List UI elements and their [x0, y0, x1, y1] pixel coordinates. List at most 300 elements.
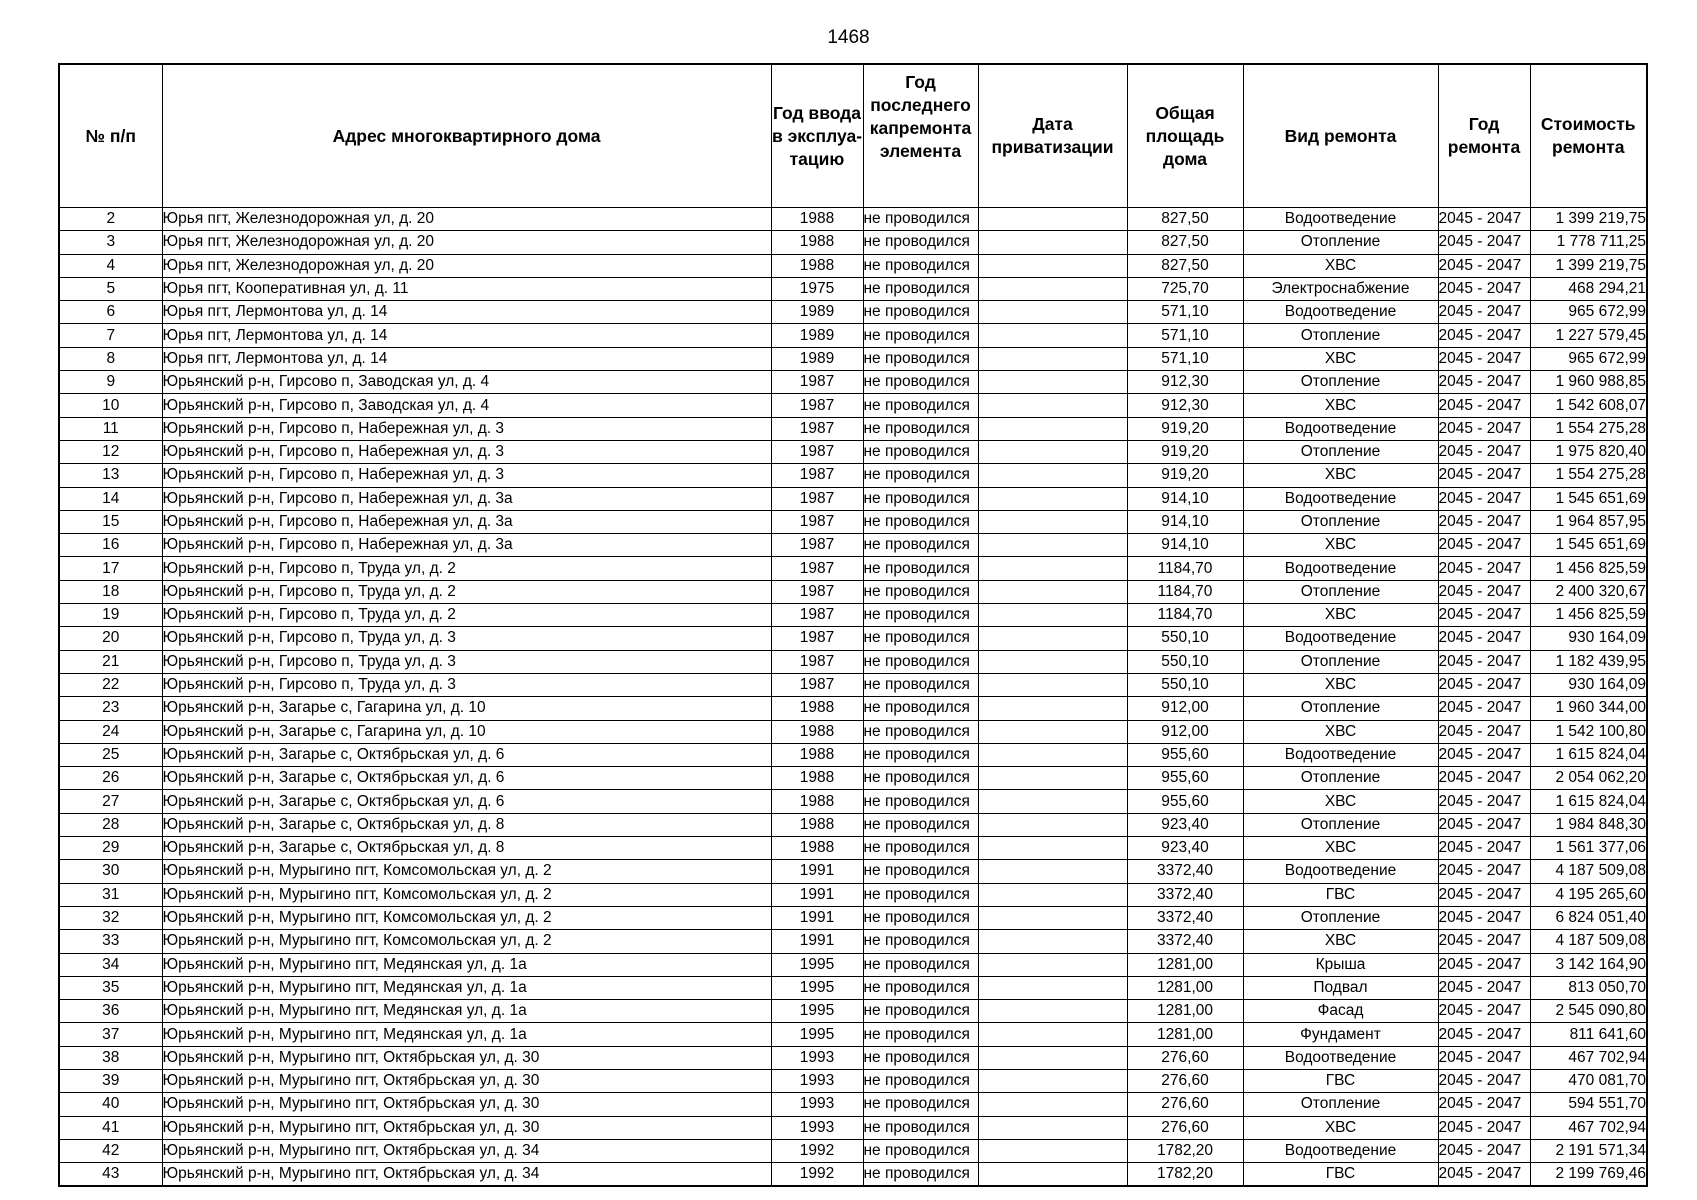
cell-repair-type: ХВС [1243, 1116, 1438, 1139]
cell-last-repair: не проводился [863, 1023, 978, 1046]
cell-num: 36 [59, 1000, 162, 1023]
cell-num: 43 [59, 1163, 162, 1187]
cell-repair-year: 2045 - 2047 [1438, 1163, 1530, 1187]
cell-cost: 467 702,94 [1530, 1116, 1647, 1139]
cell-area: 550,10 [1127, 650, 1243, 673]
cell-repair-type: Отопление [1243, 906, 1438, 929]
table-row [59, 790, 1647, 813]
table-row [59, 324, 1647, 347]
cell-area: 1184,70 [1127, 557, 1243, 580]
cell-num: 22 [59, 673, 162, 696]
cell-last-repair: не проводился [863, 534, 978, 557]
cell-last-repair: не проводился [863, 254, 978, 277]
cell-num: 38 [59, 1046, 162, 1069]
cell-last-repair: не проводился [863, 1069, 978, 1092]
cell-repair-type: Водоотведение [1243, 417, 1438, 440]
cell-address: Юрьянский р-н, Загарье с, Октябрьская ул, д. 6 [162, 767, 771, 790]
cell-year-built: 1987 [771, 627, 863, 650]
cell-year-built: 1991 [771, 906, 863, 929]
cell-num: 4 [59, 254, 162, 277]
cell-last-repair: не проводился [863, 1000, 978, 1023]
cell-area: 955,60 [1127, 743, 1243, 766]
table-row [59, 976, 1647, 999]
cell-area: 571,10 [1127, 347, 1243, 370]
cell-num: 5 [59, 277, 162, 300]
cell-address: Юрья пгт, Лермонтова ул, д. 14 [162, 301, 771, 324]
cell-area: 955,60 [1127, 790, 1243, 813]
cell-address: Юрья пгт, Железнодорожная ул, д. 20 [162, 254, 771, 277]
cell-area: 1281,00 [1127, 1000, 1243, 1023]
table-row [59, 953, 1647, 976]
cell-address: Юрьянский р-н, Гирсово п, Труда ул, д. 2 [162, 557, 771, 580]
cell-repair-type: ХВС [1243, 837, 1438, 860]
cell-repair-year: 2045 - 2047 [1438, 860, 1530, 883]
cell-area: 912,00 [1127, 720, 1243, 743]
cell-repair-year: 2045 - 2047 [1438, 720, 1530, 743]
cell-area: 1281,00 [1127, 953, 1243, 976]
cell-num: 8 [59, 347, 162, 370]
cell-area: 571,10 [1127, 324, 1243, 347]
cell-address: Юрьянский р-н, Гирсово п, Набережная ул, д. 3 [162, 417, 771, 440]
cell-address: Юрьянский р-н, Мурыгино пгт, Комсомольская ул, д. 2 [162, 883, 771, 906]
cell-repair-year: 2045 - 2047 [1438, 673, 1530, 696]
cell-num: 16 [59, 534, 162, 557]
cell-repair-type: Отопление [1243, 231, 1438, 254]
table-row [59, 557, 1647, 580]
cell-num: 17 [59, 557, 162, 580]
cell-last-repair: не проводился [863, 510, 978, 533]
cell-privatization [978, 371, 1127, 394]
cell-privatization [978, 1116, 1127, 1139]
table-row [59, 440, 1647, 463]
cell-privatization [978, 1000, 1127, 1023]
cell-cost: 1 778 711,25 [1530, 231, 1647, 254]
cell-num: 35 [59, 976, 162, 999]
cell-cost: 594 551,70 [1530, 1093, 1647, 1116]
cell-repair-type: Отопление [1243, 767, 1438, 790]
cell-area: 725,70 [1127, 277, 1243, 300]
table-row [59, 813, 1647, 836]
cell-year-built: 1987 [771, 557, 863, 580]
cell-privatization [978, 976, 1127, 999]
cell-cost: 1 399 219,75 [1530, 208, 1647, 231]
cell-privatization [978, 673, 1127, 696]
cell-repair-year: 2045 - 2047 [1438, 417, 1530, 440]
table-row [59, 860, 1647, 883]
table-row [59, 650, 1647, 673]
cell-num: 31 [59, 883, 162, 906]
table-row [59, 1163, 1647, 1187]
cell-num: 34 [59, 953, 162, 976]
cell-year-built: 1989 [771, 347, 863, 370]
cell-repair-type: Водоотведение [1243, 1046, 1438, 1069]
table-row [59, 371, 1647, 394]
cell-area: 923,40 [1127, 837, 1243, 860]
cell-privatization [978, 301, 1127, 324]
cell-cost: 2 400 320,67 [1530, 580, 1647, 603]
header-area: Общая площадь дома [1127, 64, 1243, 208]
cell-repair-year: 2045 - 2047 [1438, 487, 1530, 510]
cell-repair-year: 2045 - 2047 [1438, 976, 1530, 999]
cell-privatization [978, 580, 1127, 603]
cell-address: Юрьянский р-н, Загарье с, Октябрьская ул, д. 6 [162, 743, 771, 766]
cell-repair-year: 2045 - 2047 [1438, 1139, 1530, 1162]
cell-repair-type: ХВС [1243, 254, 1438, 277]
table-row [59, 767, 1647, 790]
cell-address: Юрьянский р-н, Гирсово п, Набережная ул, д. 3а [162, 487, 771, 510]
cell-year-built: 1993 [771, 1046, 863, 1069]
table-row [59, 604, 1647, 627]
cell-address: Юрья пгт, Лермонтова ул, д. 14 [162, 324, 771, 347]
cell-address: Юрьянский р-н, Загарье с, Гагарина ул, д. 10 [162, 720, 771, 743]
cell-last-repair: не проводился [863, 790, 978, 813]
table-row [59, 464, 1647, 487]
cell-last-repair: не проводился [863, 906, 978, 929]
cell-address: Юрьянский р-н, Гирсово п, Набережная ул, д. 3а [162, 534, 771, 557]
cell-repair-type: Отопление [1243, 1093, 1438, 1116]
cell-repair-year: 2045 - 2047 [1438, 1116, 1530, 1139]
cell-address: Юрьянский р-н, Загарье с, Октябрьская ул, д. 8 [162, 813, 771, 836]
cell-cost: 2 545 090,80 [1530, 1000, 1647, 1023]
cell-repair-year: 2045 - 2047 [1438, 324, 1530, 347]
repair-schedule-table [58, 63, 1648, 1187]
cell-repair-type: ГВС [1243, 1069, 1438, 1092]
cell-last-repair: не проводился [863, 837, 978, 860]
cell-cost: 1 456 825,59 [1530, 604, 1647, 627]
cell-num: 42 [59, 1139, 162, 1162]
cell-area: 827,50 [1127, 231, 1243, 254]
cell-repair-type: ГВС [1243, 1163, 1438, 1187]
table-row [59, 883, 1647, 906]
cell-last-repair: не проводился [863, 208, 978, 231]
cell-address: Юрья пгт, Железнодорожная ул, д. 20 [162, 208, 771, 231]
cell-cost: 4 187 509,08 [1530, 930, 1647, 953]
cell-cost: 1 542 608,07 [1530, 394, 1647, 417]
page-number: 1468 [827, 27, 870, 48]
cell-num: 28 [59, 813, 162, 836]
cell-privatization [978, 417, 1127, 440]
table-row [59, 1023, 1647, 1046]
cell-repair-year: 2045 - 2047 [1438, 371, 1530, 394]
cell-cost: 965 672,99 [1530, 347, 1647, 370]
table-row [59, 743, 1647, 766]
cell-year-built: 1993 [771, 1116, 863, 1139]
cell-privatization [978, 487, 1127, 510]
cell-area: 919,20 [1127, 440, 1243, 463]
cell-privatization [978, 883, 1127, 906]
cell-repair-year: 2045 - 2047 [1438, 277, 1530, 300]
cell-last-repair: не проводился [863, 1093, 978, 1116]
cell-privatization [978, 1069, 1127, 1092]
cell-year-built: 1991 [771, 860, 863, 883]
cell-privatization [978, 347, 1127, 370]
cell-year-built: 1989 [771, 324, 863, 347]
cell-repair-year: 2045 - 2047 [1438, 906, 1530, 929]
cell-area: 912,30 [1127, 371, 1243, 394]
cell-repair-type: Подвал [1243, 976, 1438, 999]
cell-repair-type: Электроснабжение [1243, 277, 1438, 300]
cell-year-built: 1988 [771, 697, 863, 720]
cell-cost: 3 142 164,90 [1530, 953, 1647, 976]
cell-address: Юрьянский р-н, Мурыгино пгт, Октябрьская ул, д. 34 [162, 1139, 771, 1162]
cell-year-built: 1992 [771, 1139, 863, 1162]
cell-num: 21 [59, 650, 162, 673]
cell-privatization [978, 1046, 1127, 1069]
cell-repair-type: Водоотведение [1243, 301, 1438, 324]
cell-num: 20 [59, 627, 162, 650]
cell-cost: 813 050,70 [1530, 976, 1647, 999]
table-row [59, 487, 1647, 510]
header-address: Адрес многоквартирного дома [162, 64, 771, 208]
table-row [59, 580, 1647, 603]
cell-year-built: 1995 [771, 1023, 863, 1046]
cell-area: 276,60 [1127, 1093, 1243, 1116]
cell-repair-type: Водоотведение [1243, 627, 1438, 650]
cell-repair-type: Водоотведение [1243, 860, 1438, 883]
cell-year-built: 1987 [771, 534, 863, 557]
table-row [59, 534, 1647, 557]
cell-num: 23 [59, 697, 162, 720]
table-row [59, 837, 1647, 860]
cell-cost: 4 187 509,08 [1530, 860, 1647, 883]
cell-repair-type: Водоотведение [1243, 743, 1438, 766]
cell-last-repair: не проводился [863, 976, 978, 999]
cell-address: Юрьянский р-н, Гирсово п, Набережная ул, д. 3а [162, 510, 771, 533]
cell-repair-type: ХВС [1243, 394, 1438, 417]
cell-last-repair: не проводился [863, 1163, 978, 1187]
cell-last-repair: не проводился [863, 604, 978, 627]
cell-repair-type: Фундамент [1243, 1023, 1438, 1046]
cell-cost: 2 054 062,20 [1530, 767, 1647, 790]
cell-address: Юрья пгт, Лермонтова ул, д. 14 [162, 347, 771, 370]
cell-privatization [978, 254, 1127, 277]
cell-num: 33 [59, 930, 162, 953]
cell-year-built: 1988 [771, 208, 863, 231]
cell-address: Юрьянский р-н, Гирсово п, Заводская ул, д. 4 [162, 371, 771, 394]
cell-repair-year: 2045 - 2047 [1438, 231, 1530, 254]
cell-cost: 930 164,09 [1530, 627, 1647, 650]
cell-repair-year: 2045 - 2047 [1438, 1093, 1530, 1116]
cell-num: 9 [59, 371, 162, 394]
cell-privatization [978, 860, 1127, 883]
cell-cost: 1 554 275,28 [1530, 417, 1647, 440]
cell-cost: 1 545 651,69 [1530, 534, 1647, 557]
table-row [59, 1116, 1647, 1139]
cell-num: 19 [59, 604, 162, 627]
cell-address: Юрьянский р-н, Загарье с, Октябрьская ул, д. 8 [162, 837, 771, 860]
cell-address: Юрьянский р-н, Гирсово п, Набережная ул, д. 3 [162, 440, 771, 463]
cell-cost: 1 561 377,06 [1530, 837, 1647, 860]
cell-year-built: 1987 [771, 440, 863, 463]
cell-last-repair: не проводился [863, 487, 978, 510]
table-row [59, 1093, 1647, 1116]
cell-privatization [978, 767, 1127, 790]
cell-num: 24 [59, 720, 162, 743]
cell-num: 26 [59, 767, 162, 790]
cell-area: 914,10 [1127, 510, 1243, 533]
cell-year-built: 1987 [771, 417, 863, 440]
cell-privatization [978, 720, 1127, 743]
cell-address: Юрьянский р-н, Загарье с, Гагарина ул, д. 10 [162, 697, 771, 720]
cell-privatization [978, 650, 1127, 673]
cell-address: Юрьянский р-н, Мурыгино пгт, Медянская ул, д. 1а [162, 976, 771, 999]
cell-year-built: 1987 [771, 510, 863, 533]
cell-repair-type: Отопление [1243, 510, 1438, 533]
cell-last-repair: не проводился [863, 627, 978, 650]
cell-cost: 811 641,60 [1530, 1023, 1647, 1046]
table-row [59, 930, 1647, 953]
cell-last-repair: не проводился [863, 417, 978, 440]
cell-address: Юрьянский р-н, Мурыгино пгт, Медянская ул, д. 1а [162, 953, 771, 976]
cell-repair-type: Отопление [1243, 697, 1438, 720]
cell-repair-year: 2045 - 2047 [1438, 790, 1530, 813]
cell-num: 25 [59, 743, 162, 766]
cell-privatization [978, 604, 1127, 627]
table-body [59, 208, 1647, 1187]
cell-area: 919,20 [1127, 464, 1243, 487]
cell-address: Юрьянский р-н, Мурыгино пгт, Октябрьская ул, д. 30 [162, 1116, 771, 1139]
cell-privatization [978, 953, 1127, 976]
cell-area: 1782,20 [1127, 1139, 1243, 1162]
table-row [59, 906, 1647, 929]
cell-num: 30 [59, 860, 162, 883]
table-row [59, 673, 1647, 696]
header-year-built: Год ввода в эксплуа-тацию [771, 64, 863, 208]
cell-cost: 1 542 100,80 [1530, 720, 1647, 743]
cell-cost: 6 824 051,40 [1530, 906, 1647, 929]
cell-cost: 1 615 824,04 [1530, 743, 1647, 766]
cell-year-built: 1988 [771, 837, 863, 860]
cell-privatization [978, 627, 1127, 650]
cell-year-built: 1992 [771, 1163, 863, 1187]
cell-last-repair: не проводился [863, 347, 978, 370]
cell-last-repair: не проводился [863, 440, 978, 463]
cell-num: 40 [59, 1093, 162, 1116]
cell-area: 1184,70 [1127, 604, 1243, 627]
cell-repair-type: Водоотведение [1243, 487, 1438, 510]
cell-repair-type: Отопление [1243, 580, 1438, 603]
cell-cost: 1 975 820,40 [1530, 440, 1647, 463]
cell-repair-type: Отопление [1243, 324, 1438, 347]
cell-repair-year: 2045 - 2047 [1438, 1023, 1530, 1046]
cell-num: 41 [59, 1116, 162, 1139]
cell-area: 3372,40 [1127, 883, 1243, 906]
cell-last-repair: не проводился [863, 464, 978, 487]
cell-area: 827,50 [1127, 254, 1243, 277]
cell-num: 12 [59, 440, 162, 463]
cell-privatization [978, 1139, 1127, 1162]
cell-privatization [978, 534, 1127, 557]
cell-repair-type: Отопление [1243, 813, 1438, 836]
cell-last-repair: не проводился [863, 673, 978, 696]
cell-area: 3372,40 [1127, 930, 1243, 953]
cell-year-built: 1987 [771, 580, 863, 603]
cell-area: 1281,00 [1127, 976, 1243, 999]
cell-year-built: 1995 [771, 953, 863, 976]
cell-address: Юрьянский р-н, Мурыгино пгт, Комсомольская ул, д. 2 [162, 906, 771, 929]
cell-repair-type: ХВС [1243, 347, 1438, 370]
cell-privatization [978, 837, 1127, 860]
cell-address: Юрьянский р-н, Мурыгино пгт, Октябрьская ул, д. 30 [162, 1093, 771, 1116]
cell-year-built: 1991 [771, 930, 863, 953]
header-cost: Стоимость ремонта [1530, 64, 1647, 208]
cell-year-built: 1988 [771, 743, 863, 766]
cell-privatization [978, 1093, 1127, 1116]
cell-privatization [978, 231, 1127, 254]
cell-address: Юрьянский р-н, Гирсово п, Труда ул, д. 2 [162, 604, 771, 627]
cell-repair-type: ГВС [1243, 883, 1438, 906]
cell-year-built: 1987 [771, 673, 863, 696]
cell-repair-year: 2045 - 2047 [1438, 464, 1530, 487]
cell-area: 3372,40 [1127, 860, 1243, 883]
cell-repair-year: 2045 - 2047 [1438, 301, 1530, 324]
cell-area: 550,10 [1127, 627, 1243, 650]
cell-privatization [978, 440, 1127, 463]
cell-privatization [978, 208, 1127, 231]
cell-cost: 470 081,70 [1530, 1069, 1647, 1092]
cell-area: 571,10 [1127, 301, 1243, 324]
cell-repair-year: 2045 - 2047 [1438, 534, 1530, 557]
cell-last-repair: не проводился [863, 860, 978, 883]
cell-year-built: 1988 [771, 767, 863, 790]
cell-privatization [978, 557, 1127, 580]
cell-repair-type: ХВС [1243, 720, 1438, 743]
cell-privatization [978, 464, 1127, 487]
cell-privatization [978, 510, 1127, 533]
cell-year-built: 1988 [771, 720, 863, 743]
cell-privatization [978, 1023, 1127, 1046]
cell-repair-year: 2045 - 2047 [1438, 510, 1530, 533]
cell-year-built: 1987 [771, 650, 863, 673]
cell-repair-year: 2045 - 2047 [1438, 697, 1530, 720]
cell-last-repair: не проводился [863, 883, 978, 906]
cell-area: 3372,40 [1127, 906, 1243, 929]
cell-repair-year: 2045 - 2047 [1438, 1069, 1530, 1092]
cell-repair-year: 2045 - 2047 [1438, 930, 1530, 953]
cell-last-repair: не проводился [863, 301, 978, 324]
cell-address: Юрьянский р-н, Загарье с, Октябрьская ул, д. 6 [162, 790, 771, 813]
table-row [59, 1069, 1647, 1092]
cell-repair-type: ХВС [1243, 790, 1438, 813]
table-row [59, 347, 1647, 370]
cell-repair-year: 2045 - 2047 [1438, 557, 1530, 580]
cell-address: Юрьянский р-н, Мурыгино пгт, Комсомольская ул, д. 2 [162, 860, 771, 883]
cell-last-repair: не проводился [863, 697, 978, 720]
cell-cost: 1 960 344,00 [1530, 697, 1647, 720]
cell-last-repair: не проводился [863, 930, 978, 953]
header-privatization: Дата приватизации [978, 64, 1127, 208]
cell-num: 10 [59, 394, 162, 417]
cell-year-built: 1995 [771, 976, 863, 999]
cell-repair-type: Крыша [1243, 953, 1438, 976]
cell-repair-type: ХВС [1243, 534, 1438, 557]
cell-last-repair: не проводился [863, 1046, 978, 1069]
cell-repair-year: 2045 - 2047 [1438, 627, 1530, 650]
cell-year-built: 1975 [771, 277, 863, 300]
cell-year-built: 1993 [771, 1093, 863, 1116]
cell-year-built: 1987 [771, 487, 863, 510]
cell-cost: 1 456 825,59 [1530, 557, 1647, 580]
cell-area: 276,60 [1127, 1069, 1243, 1092]
cell-year-built: 1993 [771, 1069, 863, 1092]
cell-area: 923,40 [1127, 813, 1243, 836]
cell-repair-type: Отопление [1243, 371, 1438, 394]
cell-area: 276,60 [1127, 1046, 1243, 1069]
cell-address: Юрьянский р-н, Мурыгино пгт, Октябрьская ул, д. 34 [162, 1163, 771, 1187]
table-row [59, 510, 1647, 533]
cell-repair-year: 2045 - 2047 [1438, 580, 1530, 603]
cell-area: 276,60 [1127, 1116, 1243, 1139]
